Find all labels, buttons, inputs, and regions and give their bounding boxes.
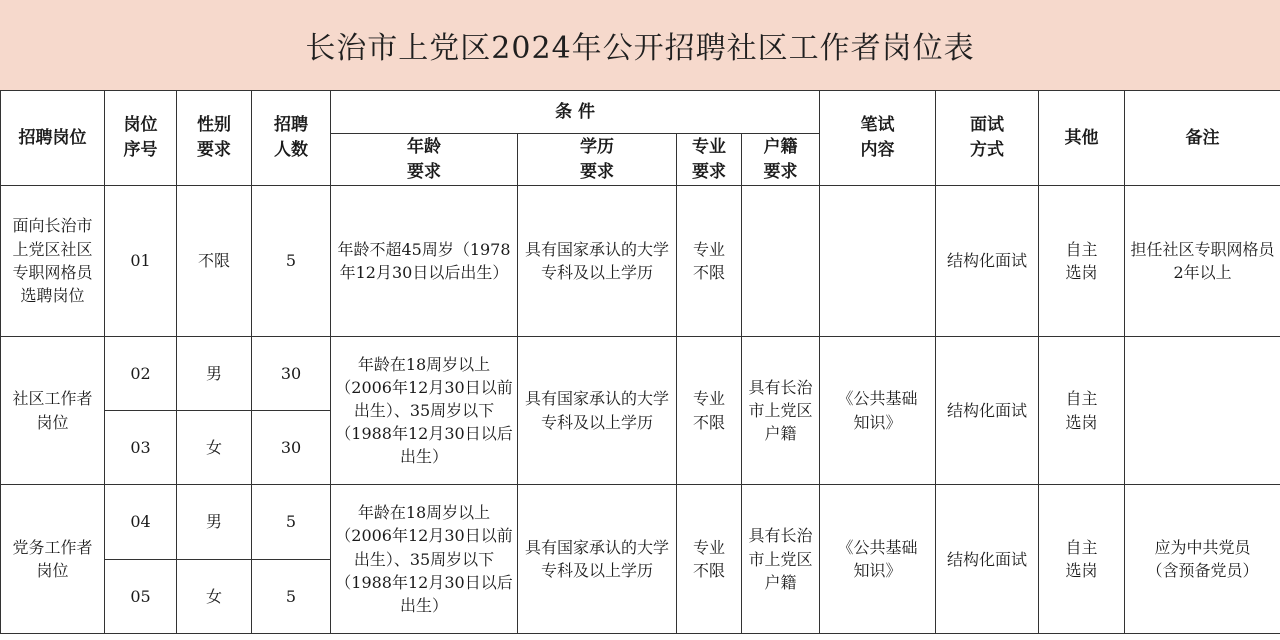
header-remark: 备注 [1125, 91, 1280, 186]
seq-cell: 03 [105, 411, 177, 485]
gender-cell: 不限 [177, 186, 252, 337]
interview-cell: 结构化面试 [936, 336, 1039, 485]
position-cell: 党务工作者岗位 [1, 485, 105, 634]
gender-cell: 男 [177, 485, 252, 559]
gender-cell: 女 [177, 411, 252, 485]
header-age: 年龄要求 [331, 134, 518, 186]
remark-cell: 应为中共党员（含预备党员） [1125, 485, 1280, 634]
hukou-cell: 具有长治市上党区户籍 [742, 336, 820, 485]
count-cell: 5 [252, 186, 331, 337]
position-cell: 面向长治市上党区社区专职网格员选聘岗位 [1, 186, 105, 337]
header-count: 招聘人数 [252, 91, 331, 186]
interview-cell: 结构化面试 [936, 485, 1039, 634]
hukou-cell: 具有长治市上党区户籍 [742, 485, 820, 634]
header-edu: 学历要求 [518, 134, 677, 186]
other-cell: 自主选岗 [1039, 485, 1125, 634]
header-hukou: 户籍要求 [742, 134, 820, 186]
exam-cell [820, 186, 936, 337]
major-cell: 专业不限 [677, 485, 742, 634]
remark-cell [1125, 336, 1280, 485]
gender-cell: 男 [177, 336, 252, 410]
age-cell: 年龄在18周岁以上（2006年12月30日以前出生）、35周岁以下（1988年12月30日以后出生） [331, 485, 518, 634]
exam-cell: 《公共基础知识》 [820, 336, 936, 485]
header-exam: 笔试内容 [820, 91, 936, 186]
count-cell: 30 [252, 411, 331, 485]
gender-cell: 女 [177, 559, 252, 633]
seq-cell: 04 [105, 485, 177, 559]
table-row [1, 485, 1280, 559]
table-row [1, 186, 1280, 337]
count-cell: 5 [252, 559, 331, 633]
major-cell: 专业不限 [677, 336, 742, 485]
header-position: 招聘岗位 [1, 91, 105, 186]
position-cell: 社区工作者岗位 [1, 336, 105, 485]
edu-cell: 具有国家承认的大学专科及以上学历 [518, 485, 677, 634]
job-table [0, 90, 1280, 634]
major-cell: 专业不限 [677, 186, 742, 337]
age-cell: 年龄不超45周岁（1978年12月30日以后出生） [331, 186, 518, 337]
edu-cell: 具有国家承认的大学专科及以上学历 [518, 336, 677, 485]
age-cell: 年龄在18周岁以上（2006年12月30日以前出生）、35周岁以下（1988年12月30日以后出生） [331, 336, 518, 485]
header-major: 专业要求 [677, 134, 742, 186]
other-cell: 自主选岗 [1039, 336, 1125, 485]
header-gender: 性别要求 [177, 91, 252, 186]
header-seq: 岗位序号 [105, 91, 177, 186]
seq-cell: 05 [105, 559, 177, 633]
count-cell: 30 [252, 336, 331, 410]
interview-cell: 结构化面试 [936, 186, 1039, 337]
other-cell: 自主选岗 [1039, 186, 1125, 337]
header-other: 其他 [1039, 91, 1125, 186]
table-row [1, 336, 1280, 410]
edu-cell: 具有国家承认的大学专科及以上学历 [518, 186, 677, 337]
exam-cell: 《公共基础知识》 [820, 485, 936, 634]
header-interview: 面试方式 [936, 91, 1039, 186]
page-title: 长治市上党区2024年公开招聘社区工作者岗位表 [305, 31, 975, 66]
seq-cell: 01 [105, 186, 177, 337]
count-cell: 5 [252, 485, 331, 559]
header-conditions: 条 件 [331, 91, 820, 134]
title-banner [0, 0, 1280, 90]
remark-cell: 担任社区专职网格员2年以上 [1125, 186, 1280, 337]
hukou-cell [742, 186, 820, 337]
seq-cell: 02 [105, 336, 177, 410]
